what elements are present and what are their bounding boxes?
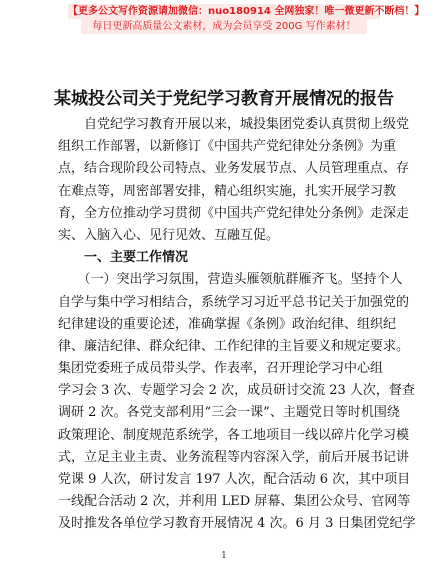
- promo-banner: [0, 4, 448, 34]
- body-line: 一线配合活动 2 次，并利用 LED 屏幕、集团公众号、官网等: [58, 494, 411, 510]
- section-heading: 一、主要工作情况: [58, 250, 189, 266]
- body-line: 律、廉洁纪律、群众纪律、工作纪律的主旨要义和规定要求。: [58, 338, 410, 354]
- page-number: 1: [221, 551, 227, 561]
- promo-banner-line1: 【更多公文写作资源请加微信：nuo180914 全网独家！唯一微更新不断档！】: [68, 6, 425, 17]
- body-line: 自党纪学习教育开展以来，城投集团党委认真贯彻上级党: [58, 117, 410, 132]
- body-line: 式，立足主业主责、业务流程等内容深入学，前后开展书记讲: [58, 449, 410, 465]
- body-line: 组织工作部署，以新修订《中国共产党纪律处分条例》为重: [58, 139, 397, 155]
- body-line: （一）突出学习氛围，营造头雁领航群雁齐飞。坚持个人: [58, 272, 403, 288]
- body-line: 纪律建设的重要论述，准确掌握《条例》政治纪律、组织纪: [58, 316, 397, 332]
- body-line: 调研 2 次。各党支部利用“三会一课”、主题党日等时机围绕: [58, 405, 400, 421]
- body-line: 及时推发各单位学习教育开展情况 4 次。6 月 3 日集团党纪学: [58, 516, 416, 532]
- body-line: 学习会 3 次、专题学习会 2 次，成员研讨交流 23 人次，督查: [58, 383, 415, 399]
- document-body: [58, 114, 416, 536]
- document-title: 某城投公司关于党纪学习教育开展情况的报告: [54, 89, 394, 109]
- body-line: 在难点等，周密部署安排，精心组织实施，扎实开展学习教: [58, 183, 397, 199]
- body-line: 育，全方位推动学习贯彻《中国共产党纪律处分条例》走深走: [58, 205, 410, 221]
- promo-banner-line2: 每日更新高质量公文素材，成为会员享受 200G 写作素材！: [81, 19, 367, 34]
- body-line: 政策理论、制度规范系统学，各工地项目一线以碎片化学习模: [58, 427, 410, 443]
- body-line: 实、入脑入心、见行见效、互融互促。: [58, 227, 280, 243]
- body-line: 自学与集中学习相结合，系统学习习近平总书记关于加强党的: [58, 294, 410, 310]
- body-line: 点，结合现阶段公司特点、业务发展节点、人员管理重点、存: [58, 161, 410, 177]
- body-line: 集团党委班子成员带头学、作表率，召开理论学习中心组: [58, 361, 384, 377]
- body-line: 党课 9 人次，研讨发言 197 人次，配合活动 6 次，其中项目: [58, 472, 411, 487]
